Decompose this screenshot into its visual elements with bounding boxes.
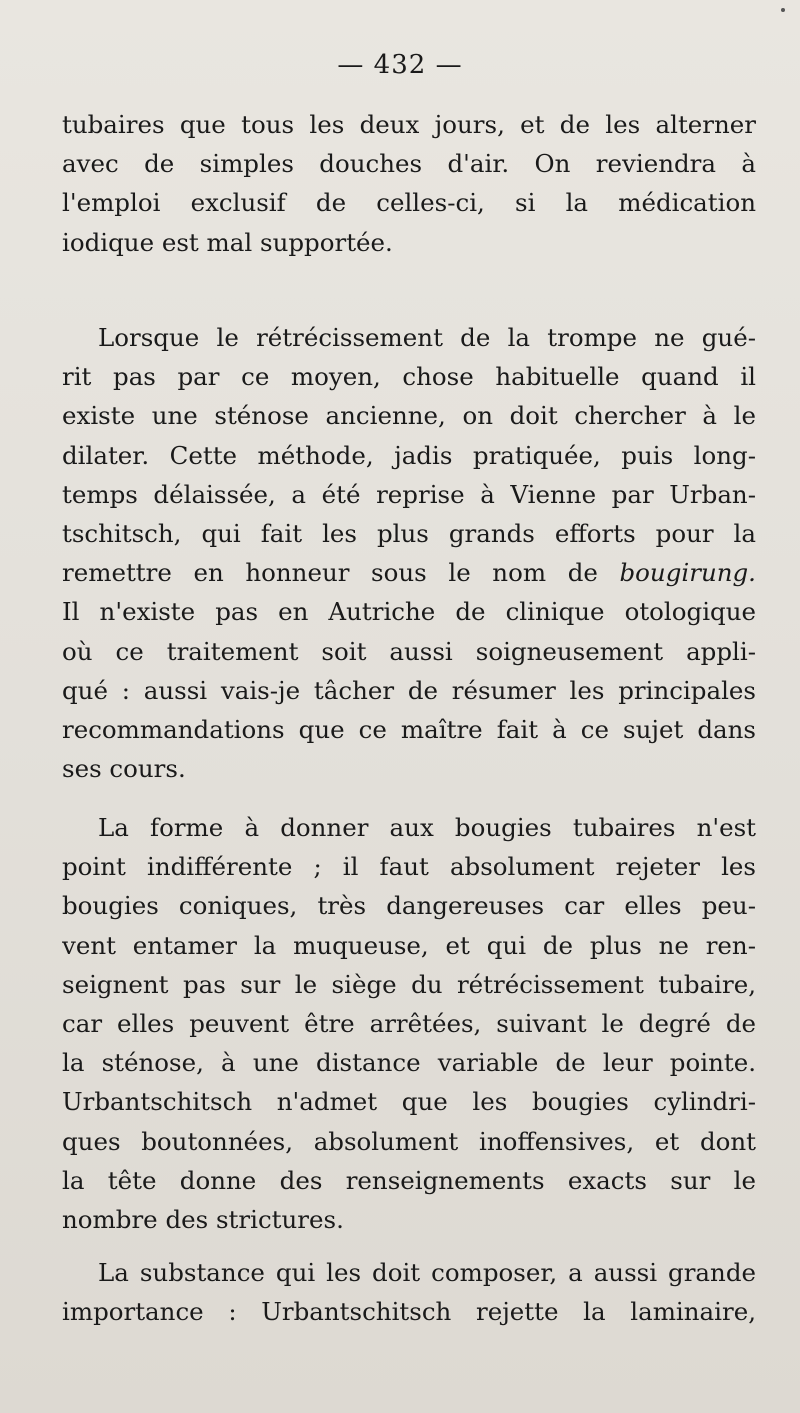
page-number: — 432 — bbox=[337, 50, 463, 80]
paragraph-1 bbox=[62, 105, 756, 262]
text-line: tubaires que tous les deux jours, et de les alterner bbox=[62, 110, 756, 139]
text-line: la sténose, à une distance variable de leur pointe. bbox=[62, 1048, 756, 1078]
text-line: iodique est mal supportée. bbox=[62, 227, 393, 257]
text-line: qué : aussi vais-je tâcher de résumer les principales bbox=[62, 675, 756, 705]
text-line: nombre des strictures. bbox=[62, 1205, 344, 1235]
text-line: l'emploi exclusif de celles-ci, si la médication bbox=[62, 188, 756, 218]
text-line: temps délaissée, a été reprise à Vienne par Urban- bbox=[62, 479, 756, 509]
text-line: La substance qui les doit composer, a aussi grande bbox=[98, 1258, 756, 1287]
text-line: vent entamer la muqueuse, et qui de plus ne ren- bbox=[62, 930, 756, 960]
text-line: seignent pas sur le siège du rétrécissement tubaire, bbox=[62, 969, 756, 999]
text-line: ques boutonnées, absolument inoffensives, et dont bbox=[62, 1126, 756, 1156]
text-line: ses cours. bbox=[62, 754, 186, 784]
emphasized-term: bougirung. bbox=[619, 558, 756, 588]
text-line: importance : Urbantschitsch rejette la laminaire, bbox=[62, 1297, 756, 1327]
text-line: car elles peuvent être arrêtées, suivant le degré de bbox=[62, 1009, 756, 1039]
print-speck bbox=[781, 8, 785, 12]
text-line: rit pas par ce moyen, chose habituelle quand il bbox=[62, 362, 756, 392]
text-line: Il n'existe pas en Autriche de clinique otologique bbox=[62, 597, 756, 627]
text-line: dilater. Cette méthode, jadis pratiquée, puis long- bbox=[62, 440, 756, 470]
text-line: la tête donne des renseignements exacts sur le bbox=[62, 1165, 756, 1195]
text-line: où ce traitement soit aussi soigneusement appli- bbox=[62, 636, 756, 666]
text-line: recommandations que ce maître fait à ce sujet dans bbox=[62, 715, 756, 745]
text-line: Urbantschitsch n'admet que les bougies cylindri- bbox=[62, 1087, 756, 1117]
text-line: existe une sténose ancienne, on doit chercher à le bbox=[62, 401, 756, 431]
text-line: Lorsque le rétrécissement de la trompe ne gué- bbox=[98, 323, 756, 352]
text-line: point indifférente ; il faut absolument rejeter les bbox=[62, 852, 756, 882]
text-line-with-emphasis bbox=[62, 553, 756, 592]
text-line-part: remettre en honneur sous le nom de bbox=[62, 558, 598, 588]
text-line: tschitsch, qui fait les plus grands efforts pour la bbox=[62, 519, 756, 549]
text-line: La forme à donner aux bougies tubaires n'est bbox=[98, 813, 756, 842]
paragraph-4 bbox=[62, 1253, 756, 1331]
text-line: bougies coniques, très dangereuses car elles peu- bbox=[62, 891, 756, 921]
text-line: avec de simples douches d'air. On reviendra à bbox=[62, 149, 756, 179]
paragraph-2 bbox=[62, 318, 756, 788]
paragraph-3 bbox=[62, 808, 756, 1239]
